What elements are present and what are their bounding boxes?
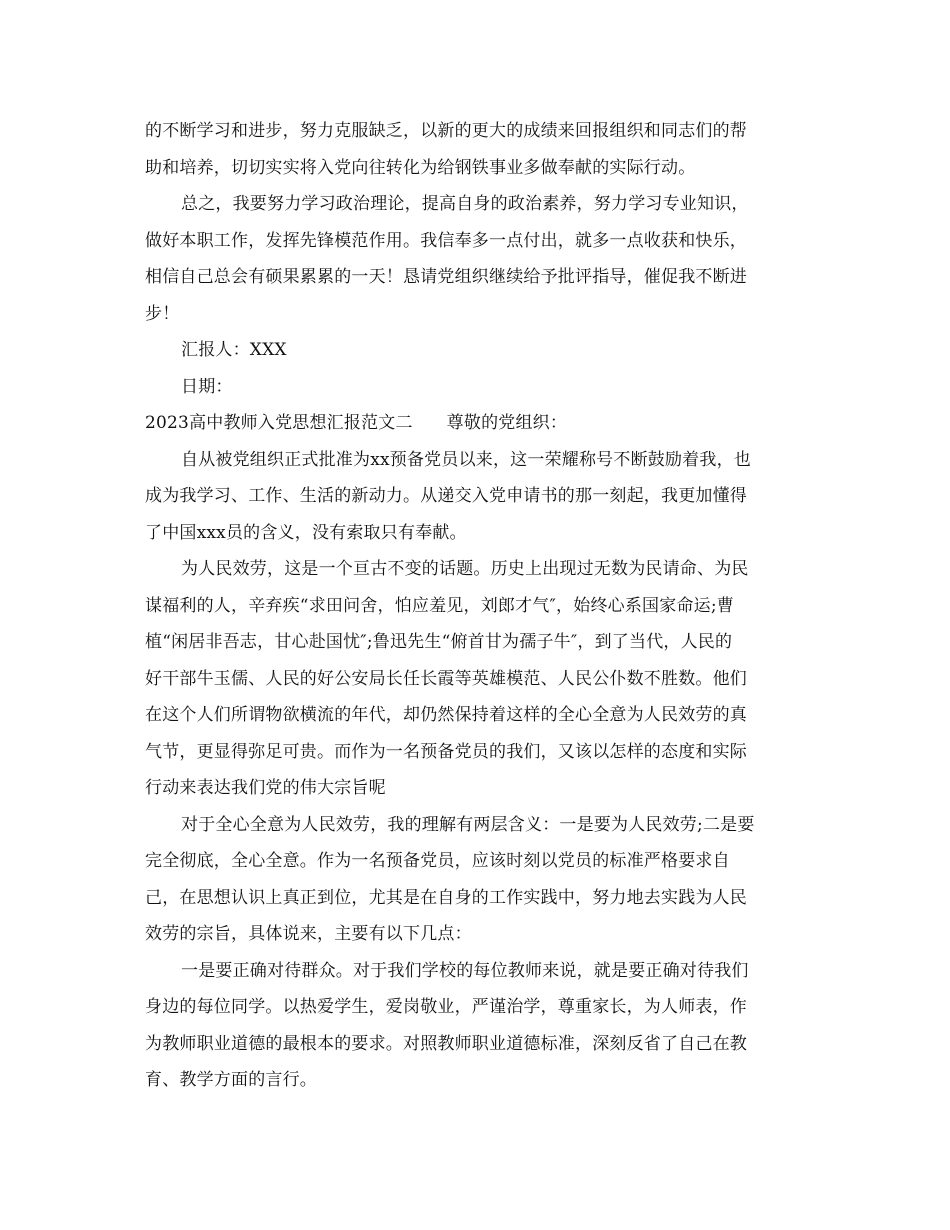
line-text: 日期： xyxy=(181,376,233,397)
text-line xyxy=(145,551,810,588)
text-line xyxy=(145,770,810,807)
salutation-text: 尊敬的党组织： xyxy=(446,413,568,433)
line-text: 为教师职业道德的最根本的要求。对照教师职业道德标准，深刻反省了自己在教 xyxy=(145,1033,747,1054)
line-text: 了中国xxx员的含义，没有索取只有奉献。 xyxy=(145,522,467,543)
text-line xyxy=(145,478,810,515)
text-line xyxy=(145,734,810,771)
line-text: 好干部牛玉儒、人民的好公安局长任长霞等英雄模范、人民公仆数不胜数。他们 xyxy=(145,668,747,689)
text-line xyxy=(145,515,810,552)
text-line xyxy=(145,369,810,406)
line-text: 效劳的宗旨，具体说来，主要有以下几点： xyxy=(145,924,472,944)
line-text: 对于全心全意为人民效劳，我的理解有两层含义：一是要为人民效劳;二是要 xyxy=(181,814,755,835)
text-line xyxy=(145,150,810,187)
line-text: 一是要正确对待群众。对于我们学校的每位教师来说，就是要正确对待我们 xyxy=(181,960,749,981)
text-line xyxy=(145,186,810,223)
line-text: 育、教学方面的言行。 xyxy=(145,1070,317,1090)
text-lines xyxy=(145,113,810,1099)
line-text: 在这个人们所谓物欲横流的年代，却仍然保持着这样的全心全意为人民效劳的真 xyxy=(145,705,747,725)
text-line xyxy=(145,916,810,953)
text-line xyxy=(145,989,810,1026)
line-text: 相信自己总会有硕果累累的一天！恳请党组织继续给予批评指导，催促我不断进 xyxy=(145,267,747,287)
line-text: 植“闲居非吾志，甘心赴国忧″;鲁迅先生“俯首甘为孺子牛″，到了当代，人民的 xyxy=(145,632,733,652)
line-text: 谋福利的人，辛弃疾“求田问舍，怕应羞见，刘郎才气″，始终心系国家命运;曹 xyxy=(145,595,734,616)
line-text: 步！ xyxy=(145,303,180,324)
text-line xyxy=(145,953,810,990)
text-line xyxy=(145,296,810,333)
text-line xyxy=(145,223,810,260)
text-line xyxy=(145,332,810,369)
text-line xyxy=(145,588,810,625)
line-text: 成为我学习、工作、生活的新动力。从递交入党申请书的那一刻起，我更加懂得 xyxy=(145,486,747,506)
text-line xyxy=(145,697,810,734)
text-line xyxy=(145,405,810,442)
text-line xyxy=(145,880,810,917)
line-text: 完全彻底，全心全意。作为一名预备党员，应该时刻以党员的标准严格要求自 xyxy=(145,851,730,871)
line-text: 汇报人：XXX xyxy=(181,340,287,360)
text-line xyxy=(145,1062,810,1099)
text-line xyxy=(145,807,810,844)
line-text: 身边的每位同学。以热爱学生，爱岗敬业，严谨治学，尊重家长，为人师表，作 xyxy=(145,997,747,1017)
text-line xyxy=(145,442,810,479)
line-text: 行动来表达我们党的伟大宗旨呢 xyxy=(145,778,386,798)
line-text: 气节，更显得弥足可贵。而作为一名预备党员的我们，又该以怎样的态度和实际 xyxy=(145,741,747,762)
text-line xyxy=(145,259,810,296)
text-line xyxy=(145,624,810,661)
text-line xyxy=(145,843,810,880)
text-line xyxy=(145,661,810,698)
line-text: 的不断学习和进步，努力克服缺乏，以新的更大的成绩来回报组织和同志们的帮 xyxy=(145,121,747,141)
text-line xyxy=(145,113,810,150)
text-line xyxy=(145,1026,810,1063)
line-text: 做好本职工作，发挥先锋模范作用。我信奉多一点付出，就多一点收获和快乐， xyxy=(145,230,747,251)
document-body xyxy=(145,113,810,1099)
line-text: 己，在思想认识上真正到位，尤其是在自身的工作实践中，努力地去实践为人民 xyxy=(145,887,747,908)
line-text: 为人民效劳，这是一个亘古不变的话题。历史上出现过无数为民请命、为民 xyxy=(181,559,749,579)
line-text: 自从被党组织正式批准为xx预备党员以来，这一荣耀称号不断鼓励着我，也 xyxy=(181,449,751,470)
line-text: 总之，我要努力学习政治理论，提高自身的政治素养，努力学习专业知识， xyxy=(181,194,749,214)
line-text: 2023高中教师入党思想汇报范文二 xyxy=(145,413,413,433)
line-text: 助和培养，切切实实将入党向往转化为给钢铁事业多做奉献的实际行动。 xyxy=(145,157,696,178)
